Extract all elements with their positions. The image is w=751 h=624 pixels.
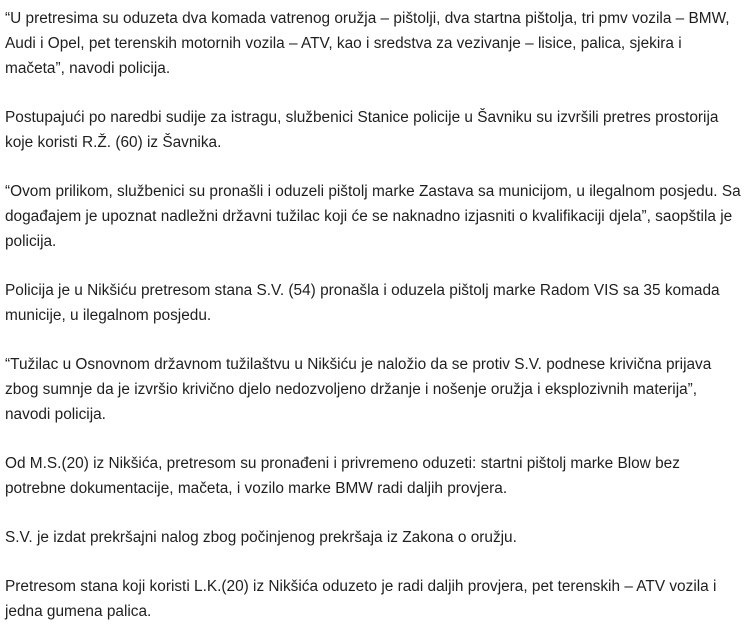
- article-paragraph: Policija je u Nikšiću pretresom stana S.V. (54) pronašla i oduzela pištolj marke Radom VIS sa 35 komada municije, u ilegalnom posjedu.: [5, 282, 720, 324]
- article-paragraph: Pretresom stana koji koristi L.K.(20) iz Nikšića oduzeto je radi daljih provjera, pet terenskih – ATV vozila i jedna gumena palica.: [5, 578, 717, 620]
- article-paragraph: S.V. je izdat prekršajni nalog zbog počinjenog prekršaja iz Zakona o oružju.: [5, 529, 517, 546]
- article-paragraph: Od M.S.(20) iz Nikšića, pretresom su pronađeni i privremeno oduzeti: startni pištolj marke Blow bez potrebne dokumentacije, mačeta, i vozilo marke BMW radi daljih provjera.: [5, 455, 680, 497]
- article-paragraph: “U pretresima su oduzeta dva komada vatrenog oružja – pištolji, dva startna pištolja, tri pmv vozila – BMW, Audi i Opel, pet terenskih motornih vozila – ATV, kao i sredstva za vezivanje – lisice, palica, sjekira i mačeta”, navodi policija.: [5, 10, 730, 77]
- article-paragraph: Postupajući po naredbi sudije za istragu, službenici Stanice policije u Šavniku su izvršili pretres prostorija koje koristi R.Ž. (60) iz Šavnika.: [5, 109, 719, 151]
- article-paragraph: “Ovom prilikom, službenici su pronašli i oduzeli pištolj marke Zastava sa municijom, u ilegalnom posjedu. Sa događajem je upoznat nadležni državni tužilac koji će se naknadno izjasniti o kvalifikaciji djela”, saopštila je policija.: [5, 183, 741, 250]
- article-paragraph: “Tužilac u Osnovnom državnom tužilaštvu u Nikšiću je naložio da se protiv S.V. podnese krivična prijava zbog sumnje da je izvršio krivično djelo nedozvoljeno držanje i nošenje oružja i eksplozivnih materija”, navodi policija.: [5, 356, 712, 423]
